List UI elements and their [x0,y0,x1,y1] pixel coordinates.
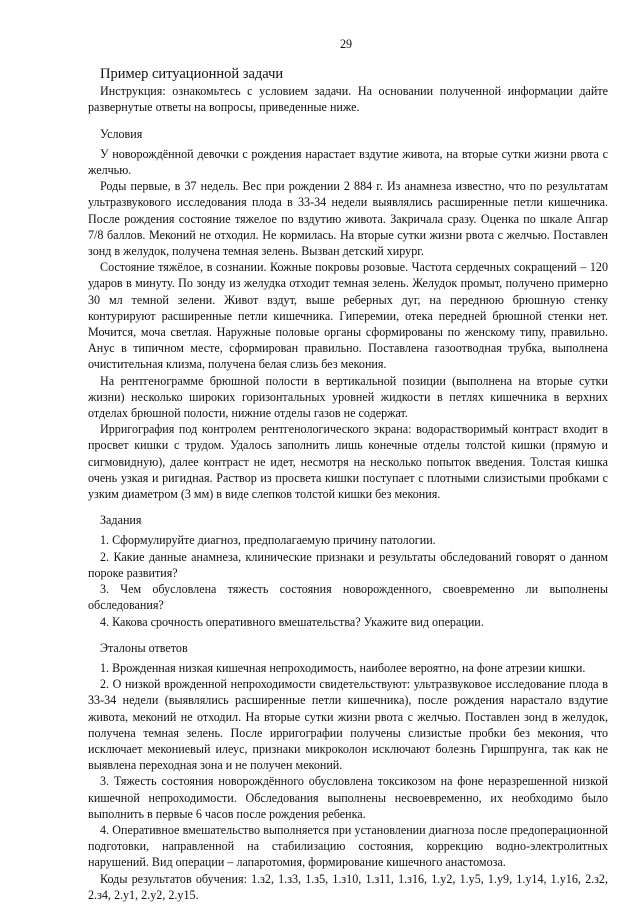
condition-paragraph: У новорождённой девочки с рождения нарастает вздутие живота, на вторые сутки жизни рвота с желчью. [88,146,608,178]
task-item: 1. Сформулируйте диагноз, предполагаемую причину патологии. [100,533,436,548]
condition-paragraph: Ирригография под контролем рентгенологического экрана: водорастворимый контраст входит в просвет кишки с трудом. Удалось заполнить лишь конечные отделы толстой кишки (прямую и сигмовидную), далее контраст не идет, несмотря на несколько попыток введения. Толстая кишка очень узкая и ригидная. Раствор из просвета кишки поступает с плотными слизистыми пробками с узким диаметром (3 мм) в виде слепков толстой кишки без мекония. [88,422,608,502]
answer-item: 3. Тяжесть состояния новорождённого обусловлена токсикозом на фоне неразрешенной низкой кишечной непроходимости. Обследования выполнены несвоевременно, их необходимо было выполнить в первые 6 часов после рождения ребенка. [88,774,608,821]
condition-paragraph: Роды первые, в 37 недель. Вес при рождении 2 884 г. Из анамнеза известно, что по результатам ультразвукового исследования плода в 33-34 недели выявлялись расширенные петли кишечника. После рождения состояние тяжелое по вздутию живота. Закричала сразу. Оценка по шкале Апгар 7/8 баллов. Меконий не отходил. Не кормилась. На вторые сутки жизни рвота с желчью. Поставлен зонд в желудок, получена темная зелень. Вызван детский хирург. [88,179,608,259]
learning-outcome-codes: Коды результатов обучения: 1.з2, 1.з3, 1.з5, 1.з10, 1.з11, 1.з16, 1.у2, 1.у5, 1.у9, 1.у14, 1.у16, 2.з2, 2.з4, 2.у1, 2.у2, 2.у15. [88,871,608,902]
task-item: 2. Какие данные анамнеза, клинические признаки и результаты обследований говорят о данном пороке развития? [88,549,608,580]
page-number: 29 [339,37,353,51]
answer-item: 4. Оперативное вмешательство выполняется при установлении диагноза после предоперационной подготовки, направленной на стабилизацию состояния, коррекцию водно-электролитных нарушений. Вид операции – лапаротомия, формирование кишечного анастомоза. [88,822,608,870]
task-item: 4. Какова срочность оперативного вмешательства? Укажите вид операции. [100,614,484,629]
condition-paragraph: На рентгенограмме брюшной полости в вертикальной позиции (выполнена на вторые сутки жизни) несколько широких горизонтальных уровней жидкости в петлях кишечника в верхних отделах брюшной полости, нижние отделы газов не содержат. [88,373,608,421]
page-title: Пример ситуационной задачи [100,66,284,83]
answer-item: 1. Врожденная низкая кишечная непроходимость, наиболее вероятно, на фоне атрезии кишки. [100,660,586,675]
task-item: 3. Чем обусловлена тяжесть состояния новорожденного, своевременно ли выполнены обследования? [88,582,608,613]
conditions-heading: Условия [100,126,143,141]
tasks-heading: Задания [100,513,142,528]
instruction-text: Инструкция: ознакомьтесь с условием задачи. На основании полученной информации дайте развернутые ответы на вопросы, приведенные ниже. [88,84,608,115]
condition-paragraph: Состояние тяжёлое, в сознании. Кожные покровы розовые. Частота сердечных сокращений – 120 ударов в минуту. По зонду из желудка отходит темная зелень. Желудок промыт, получено примерно 30 мл темной зелени. Живот вздут, выше реберных дуг, на переднюю брюшную стенку контурируют расширенные петли кишечника. Гиперемии, отека передней брюшной стенки нет. Мочится, моча светлая. Наружные половые органы сформированы по женскому типу, правильно. Анус в типичном месте, сформирован правильно. Поставлена газоотводная трубка, выполнена очистительная клизма, получена белая слизь без мекония. [88,260,608,372]
answer-item: 2. О низкой врожденной непроходимости свидетельствуют: ультразвуковое исследование плода в 33-34 недели (выявлялись расширенные петли кишечника), после рождения нарастало вздутие живота, меконий не отходил. На вторые сутки жизни рвота с желчью. Поставлен зонд в желудок, получена темная зелень. После ирригографии получены слизистые пробки без мекония, что исключает мекониевый илеус, признаки микроколон исключают болезнь Гиршпрунга, так как не выявлена переходная зона и не получен меконий. [88,677,608,773]
document-page [88,36,608,903]
answers-heading: Эталоны ответов [100,640,188,655]
